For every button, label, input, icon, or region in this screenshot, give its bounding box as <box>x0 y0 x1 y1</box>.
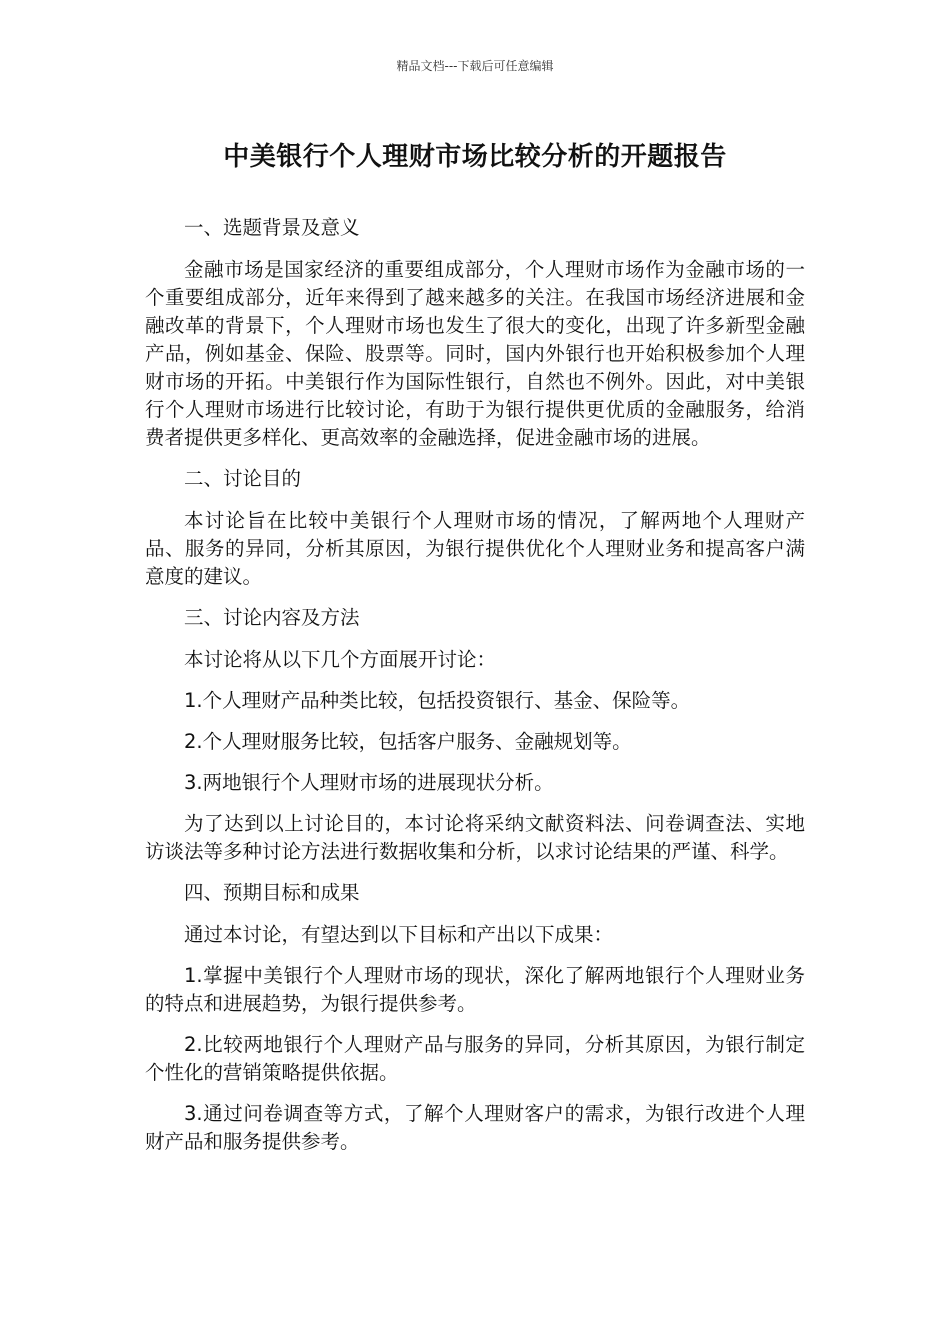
section-heading-background: 一、选题背景及意义 <box>184 216 360 239</box>
list-item: 3.两地银行个人理财市场的进展现状分析。 <box>184 771 554 794</box>
list-item: 1.掌握中美银行个人理财市场的现状，深化了解两地银行个人理财业务的特点和进展趋势，为银行提供参考。 <box>145 964 805 1015</box>
paragraph-content-intro: 本讨论将从以下几个方面展开讨论： <box>184 648 497 671</box>
paragraph-background: 金融市场是国家经济的重要组成部分，个人理财市场作为金融市场的一个重要组成部分，近年来得到了越来越多的关注。在我国市场经济进展和金融改革的背景下，个人理财市场也发生了很大的变化，出现了许多新型金融产品，例如基金、保险、股票等。同时，国内外银行也开始积极参加个人理财市场的开拓。中美银行作为国际性银行，自然也不例外。因此，对中美银行个人理财市场进行比较讨论，有助于为银行提供更优质的金融服务，给消费者提供更多样化、更高效率的金融选择，促进金融市场的进展。 <box>145 258 805 449</box>
list-item: 2.比较两地银行个人理财产品与服务的异同，分析其原因，为银行制定个性化的营销策略提供依据。 <box>145 1033 805 1084</box>
page-header: 精品文档---下载后可任意编辑 <box>396 59 554 73</box>
paragraph-results-intro: 通过本讨论，有望达到以下目标和产出以下成果： <box>184 923 614 946</box>
section-heading-content-method: 三、讨论内容及方法 <box>184 606 360 629</box>
paragraph-method: 为了达到以上讨论目的，本讨论将采纳文献资料法、问卷调查法、实地访谈法等多种讨论方法进行数据收集和分析，以求讨论结果的严谨、科学。 <box>145 812 805 863</box>
list-item: 3.通过问卷调查等方式，了解个人理财客户的需求，为银行改进个人理财产品和服务提供参考。 <box>145 1102 805 1153</box>
list-item: 2.个人理财服务比较，包括客户服务、金融规划等。 <box>184 730 632 753</box>
document-title: 中美银行个人理财市场比较分析的开题报告 <box>223 142 727 172</box>
document-body <box>145 214 805 1169</box>
section-heading-expected-results: 四、预期目标和成果 <box>184 881 360 904</box>
section-heading-purpose: 二、讨论目的 <box>184 467 302 490</box>
paragraph-purpose: 本讨论旨在比较中美银行个人理财市场的情况，了解两地个人理财产品、服务的异同，分析其原因，为银行提供优化个人理财业务和提高客户满意度的建议。 <box>145 509 805 588</box>
list-item: 1.个人理财产品种类比较，包括投资银行、基金、保险等。 <box>184 689 691 712</box>
